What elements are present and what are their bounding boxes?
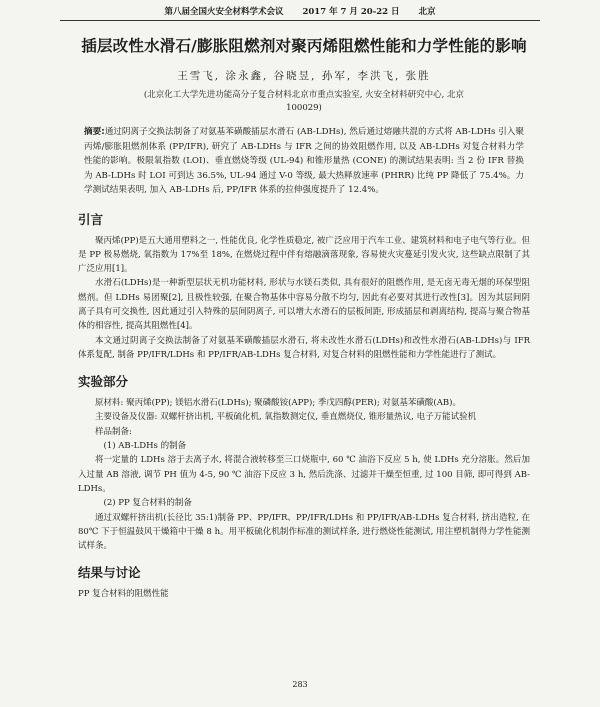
intro-heading: 引言 xyxy=(78,211,104,227)
results-subtitle: PP 复合材料的阻燃性能 xyxy=(78,589,169,600)
conference-location: 北京 xyxy=(418,7,436,17)
abstract-text: 通过阴离子交换法制备了对氨基苯磺酸插层水滑石 (AB-LDHs), 然后通过熔融共混的方式将 AB-LDHs 引入聚丙烯/膨胀阻燃剂体系 (PP/IFR), 研究了 AB-LDHs 与 IFR 之间的协效阻燃作用, 以及 AB-LDHs 对复合材料力学性能的影响。极限氧指数 (LOI)、垂直燃烧等级 (UL-94) 和锥形量热 (CONE) 的测试结果表明: 当 2 份 IFR 替换为 AB-LDHs 时 LOI 可到达 36.5%, UL-94 通过 V-0 等级, 最大热释放速率 (PHRR) 比纯 PP 降低了 75.4%。力学测试结果表明, 加入 AB-LDHs 后, PP/IFR 体系的拉伸强度提升了 12.4%。 xyxy=(84,127,524,195)
intro-paragraph-1: 聚丙烯(PP)是五大通用塑料之一, 性能优良, 化学性质稳定, 被广泛应用于汽车工业、建筑材料和电子电气等行业。但是 PP 极易燃烧, 氧指数为 17%至 18%, 在燃烧过程中伴有熔融滴落现象, 容易使火灾蔓延引发火灾, 这些缺点限制了其广泛应用[1]。 xyxy=(78,235,530,275)
conference-date: 2017 年 7 月 20-22 日 xyxy=(302,7,400,17)
affiliation xyxy=(78,89,530,115)
paper-title: 插层改性水滑石/膨胀阻燃剂对聚丙烯阻燃性能和力学性能的影响 xyxy=(81,37,527,55)
intro-paragraph-3: 本文通过阴离子交换法制备了对氨基苯磺酸插层水滑石, 将未改性水滑石(LDHs)和改性水滑石(AB-LDHs)与 IFR 体系复配, 制备 PP/IFR/LDHs 和 PP/IFR/AB-LDHs 复合材料, 对复合材料的阻燃性能和力学性能进行了测试。 xyxy=(78,335,530,360)
results-heading: 结果与讨论 xyxy=(78,565,141,581)
abstract-label: 摘要: xyxy=(84,127,105,137)
conference-name: 第八届全国火安全材料学术会议 xyxy=(164,7,284,17)
subsection-1-title: (1) AB-LDHs 的制备 xyxy=(103,441,187,452)
page-number: 283 xyxy=(292,680,308,689)
running-head xyxy=(60,6,540,21)
paper-body xyxy=(78,34,530,602)
abstract xyxy=(84,125,524,198)
sample-prep-label: 样品制备: xyxy=(95,426,132,437)
intro-paragraph-2: 水滑石(LDHs)是一种新型层状无机功能材料, 形状与水镁石类似, 具有很好的阻燃作用, 是无卤无毒无烟的环保型阻燃剂。但 LDHs 易团聚[2], 且极性较强, 在聚合物基体中容易分散不均匀, 因此有必要对其进行改性[3]。因为其层间阴离子具有可交换性, 因此通过引入特殊的层间阴离子, 可以增大水滑石的层板间距, 形成插层和剥离结构, 提高与聚合物基体的相容性, 提高其阻燃性[4]。 xyxy=(78,278,530,332)
equipment-paragraph: 主要设备及仪器: 双螺杆挤出机, 平板硫化机, 氧指数测定仪, 垂直燃烧仪, 锥形量热议, 电子万能试验机 xyxy=(95,412,477,423)
subsection-2-title: (2) PP 复合材料的制备 xyxy=(103,498,192,509)
author-list: 王雪飞, 涂永鑫, 谷晓昱, 孙军, 李洪飞, 张胜 xyxy=(177,70,431,82)
experimental-heading: 实验部分 xyxy=(78,374,129,390)
subsection-1-text: 将一定量的 LDHs 溶于去离子水, 将混合液转移至三口烧瓶中, 60 ℃ 油浴下反应 5 h, 使 LDHs 充分溶胀。然后加入过量 AB 溶液, 调节 PH 值为 4-5, 90 ℃ 油浴下反应 3 h, 然后洗涤、过滤并干燥至恒重, 过 100 目筛, 即可得到 AB-LDHs。 xyxy=(78,455,530,494)
affiliation-line-1: (北京化工大学先进功能高分子复合材料北京市重点实验室, 火安全材料研究中心, 北京 xyxy=(143,90,465,100)
materials-paragraph: 原材料: 聚丙烯(PP); 镁铝水滑石(LDHs); 聚磷酸铵(APP); 季戊四醇(PER); 对氨基苯磺酸(AB)。 xyxy=(95,398,461,409)
subsection-2-text: 通过双螺杆挤出机(长径比 35:1)制备 PP、PP/IFR、PP/IFR/LDHs 和 PP/IFR/AB-LDHs 复合材料, 挤出造粒, 在 80℃ 下于恒温鼓风干燥箱中干燥 8 h。用平板硫化机制作标准的测试样条, 进行燃烧性能测试, 用注塑机制得力学性能测试样条。 xyxy=(78,512,530,552)
affiliation-line-2: 100029) xyxy=(286,103,322,113)
